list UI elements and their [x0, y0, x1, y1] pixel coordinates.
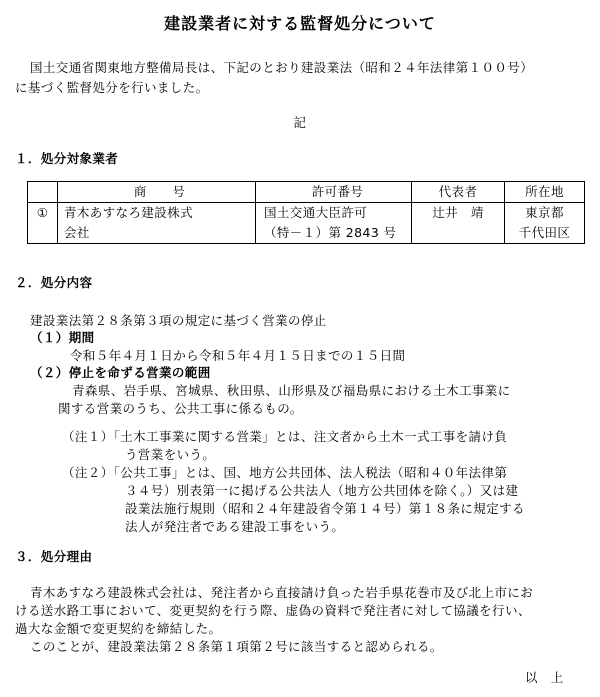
table-header-name: 商 号 — [58, 182, 256, 203]
permit-number-cell — [256, 203, 412, 244]
note-2-line-3: 設業法施行規則（昭和２４年建設省令第１４号）第１８条に規定する — [125, 501, 525, 516]
table-row — [28, 203, 585, 244]
reason-line-3: 過大な金額で変更契約を締結した。 — [15, 621, 222, 636]
location-line-2: 千代田区 — [518, 225, 571, 240]
company-name-cell — [58, 203, 256, 244]
note-1-line-2: う営業をいう。 — [125, 447, 216, 462]
company-name-line-2: 会社 — [64, 225, 90, 240]
row-number: ① — [28, 203, 58, 244]
reason-line-2: ける送水路工事において、変更契約を行う際、虚偽の資料で発注者に対して協議を行い、 — [15, 603, 531, 618]
closing-mark: 以 上 — [525, 670, 564, 685]
scope-heading: （２）停止を命ずる営業の範囲 — [30, 365, 211, 380]
note-2-line-1: （注２）「公共工事」とは、国、地方公共団体、法人税法（昭和４０年法律第 — [62, 465, 508, 480]
permit-line-2: （特－１）第 2843 号 — [264, 225, 397, 240]
period-heading: （１）期間 — [30, 330, 95, 345]
intro-line-1: 国土交通省関東地方整備局長は、下記のとおり建設業法（昭和２４年法律第１００号） — [30, 60, 534, 75]
table-header-row — [28, 182, 585, 203]
intro-line-2: に基づく監督処分を行いました。 — [15, 80, 209, 95]
section-2-heading: ２．処分内容 — [15, 275, 93, 290]
period-text: 令和５年４月１日から令和５年４月１５日までの１５日間 — [70, 348, 406, 363]
document-title: 建設業者に対する監督処分について — [164, 14, 436, 33]
scope-line-2: 関する営業のうち、公共工事に係るもの。 — [58, 401, 303, 416]
table-header-location: 所在地 — [505, 182, 585, 203]
note-2-line-2: ３４号）別表第一に掲げる公共法人（地方公共団体を除く。）又は建 — [125, 483, 519, 498]
company-name-line-1: 青木あすなろ建設株式 — [64, 205, 194, 220]
section-1-heading: １．処分対象業者 — [15, 151, 119, 166]
representative-cell: 辻井 靖 — [412, 203, 505, 244]
reason-line-4: このことが、建設業法第２８条第１項第２号に該当すると認められる。 — [30, 639, 443, 654]
disposition-basis: 建設業法第２８条第３項の規定に基づく営業の停止 — [30, 313, 327, 328]
scope-line-1: 青森県、岩手県、宮城県、秋田県、山形県及び福島県における土木工事業に — [72, 383, 511, 398]
permit-line-1: 国土交通大臣許可 — [264, 205, 368, 220]
table-header-representative: 代表者 — [412, 182, 505, 203]
note-1-line-1: （注１）「土木工事業に関する営業」とは、注文者から土木一式工事を請け負 — [62, 429, 508, 444]
location-line-1: 東京都 — [525, 205, 564, 220]
location-cell — [505, 203, 585, 244]
target-company-table — [27, 181, 585, 244]
ki-marker: 記 — [293, 115, 307, 130]
note-2-line-4: 法人が発注者である建設工事をいう。 — [125, 519, 345, 534]
table-header-no — [28, 182, 58, 203]
reason-line-1: 青木あすなろ建設株式会社は、発注者から直接請け負った岩手県花巻市及び北上市にお — [30, 585, 534, 600]
section-3-heading: ３．処分理由 — [15, 549, 93, 564]
table-header-permit: 許可番号 — [256, 182, 412, 203]
